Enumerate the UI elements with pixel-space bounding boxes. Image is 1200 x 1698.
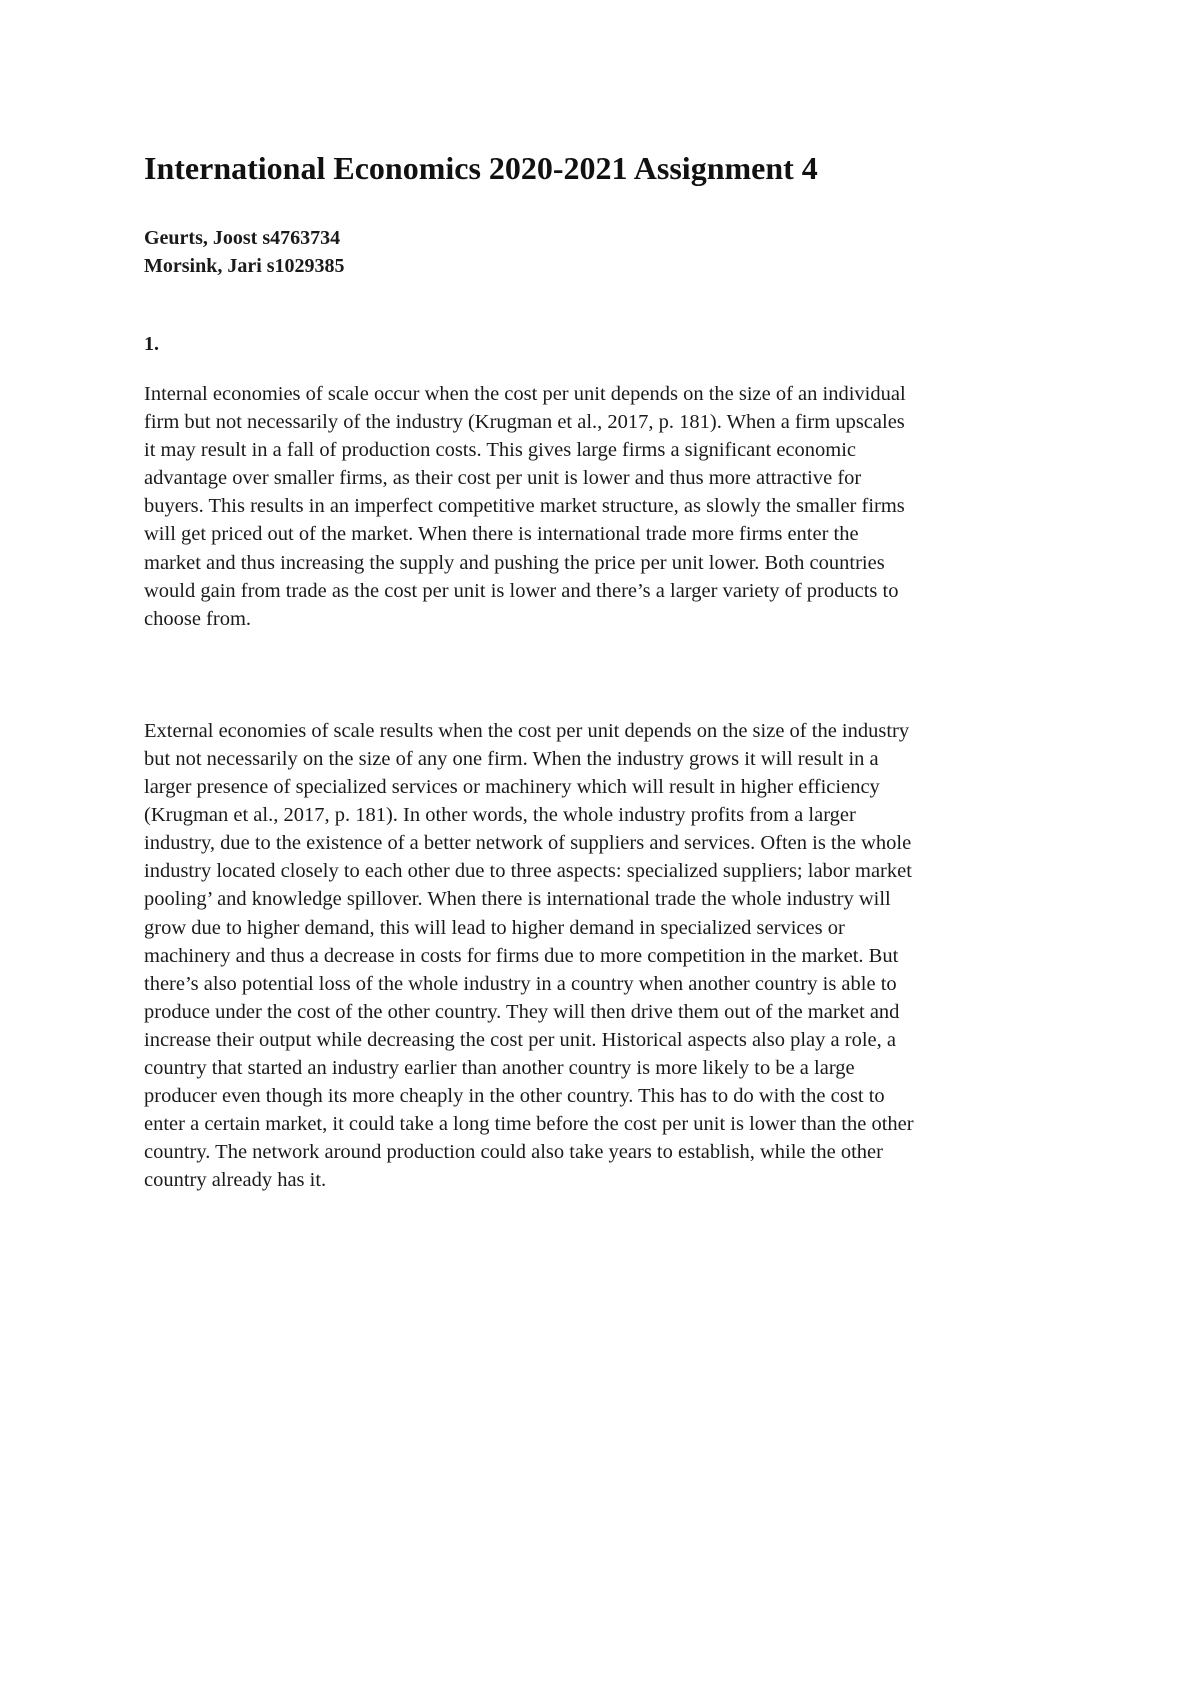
text-line: market and thus increasing the supply and pushing the price per unit lower. Both countries — [144, 551, 885, 574]
text-line: increase their output while decreasing the cost per unit. Historical aspects also play a role, a — [144, 1028, 896, 1051]
text-line: country already has it. — [144, 1169, 327, 1192]
text-line: firm but not necessarily of the industry (Krugman et al., 2017, p. 181). When a firm upscales — [144, 411, 905, 434]
text-line: industry, due to the existence of a better network of suppliers and services. Often is the whole — [144, 832, 912, 855]
text-line: there’s also potential loss of the whole industry in a country when another country is able to — [144, 972, 897, 995]
text-line: producer even though its more cheaply in the other country. This has to do with the cost to — [144, 1085, 885, 1108]
text-line: would gain from trade as the cost per unit is lower and there’s a larger variety of products to — [144, 579, 899, 602]
text-line: but not necessarily on the size of any one firm. When the industry grows it will result in a — [144, 747, 879, 770]
text-line: External economies of scale results when the cost per unit depends on the size of the industry — [144, 719, 910, 742]
text-line: grow due to higher demand, this will lead to higher demand in specialized services or — [144, 916, 845, 939]
text-line: country. The network around production could also take years to establish, while the other — [144, 1141, 883, 1164]
document-body — [144, 148, 1064, 1194]
text-line: country that started an industry earlier than another country is more likely to be a large — [144, 1056, 855, 1079]
text-line: enter a certain market, it could take a long time before the cost per unit is lower than the other — [144, 1113, 914, 1136]
text-line: produce under the cost of the other country. They will then drive them out of the market and — [144, 1000, 900, 1023]
text-line: advantage over smaller firms, as their cost per unit is lower and thus more attractive for — [144, 467, 862, 490]
text-line: Internal economies of scale occur when the cost per unit depends on the size of an individual — [144, 383, 906, 405]
text-line: buyers. This results in an imperfect competitive market structure, as slowly the smaller firms — [144, 495, 905, 518]
text-line: will get priced out of the market. When there is international trade more firms enter the — [144, 523, 859, 546]
paragraph-external-economies — [144, 717, 1064, 1195]
document-title: International Economics 2020-2021 Assignment 4 — [144, 150, 818, 186]
text-line: choose from. — [144, 607, 252, 630]
text-line: pooling’ and knowledge spillover. When there is international trade the whole industry will — [144, 888, 891, 911]
paragraph-internal-economies — [144, 380, 1064, 633]
author-line: Morsink, Jari s1029385 — [144, 255, 345, 277]
text-line: industry located closely to each other due to three aspects: specialized suppliers; labor market — [144, 860, 912, 883]
author-list — [144, 224, 1064, 280]
question-number: 1. — [144, 333, 159, 355]
author-line: Geurts, Joost s4763734 — [144, 227, 341, 249]
text-line: larger presence of specialized services or machinery which will result in higher efficiency — [144, 776, 880, 799]
text-line: it may result in a fall of production costs. This gives large firms a significant economic — [144, 439, 857, 462]
text-line: machinery and thus a decrease in costs for firms due to more competition in the market. But — [144, 944, 899, 967]
text-line: (Krugman et al., 2017, p. 181). In other words, the whole industry profits from a larger — [144, 804, 856, 827]
